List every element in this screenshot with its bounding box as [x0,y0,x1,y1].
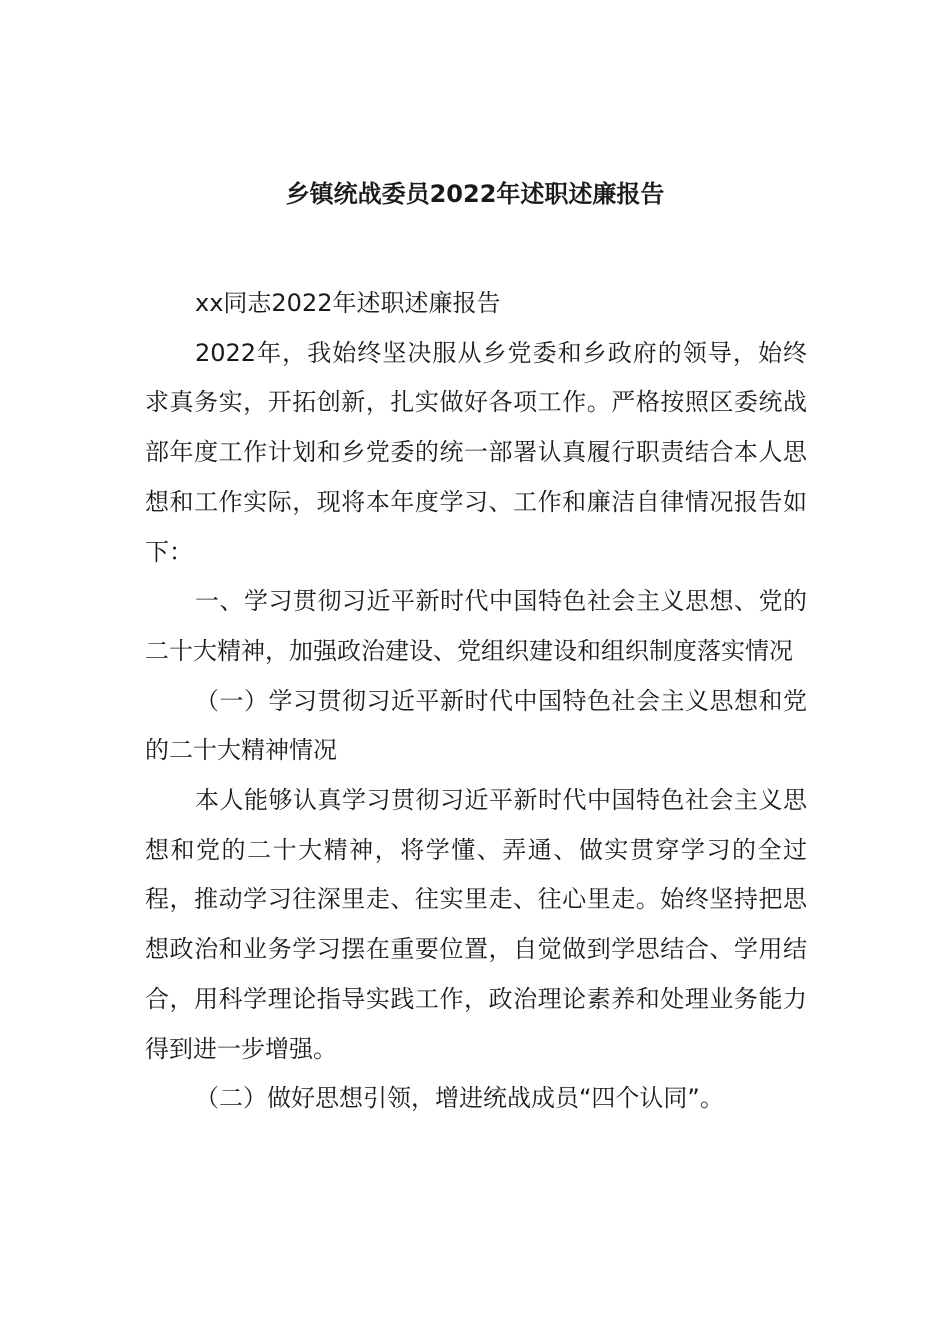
subsection-heading-1: （一）学习贯彻习近平新时代中国特色社会主义思想和党的二十大精神情况 [145,686,807,765]
document-title: 乡镇统战委员2022年述职述廉报告 [285,180,665,209]
body-paragraph: 本人能够认真学习贯彻习近平新时代中国特色社会主义思想和党的二十大精神，将学懂、弄通、做实贯穿学习的全过程，推动学习往深里走、往实里走、往心里走。始终坚持把思想政治和业务学习摆在重要位置，自觉做到学思结合、学用结合，用科学理论指导实践工作，政治理论素养和处理业务能力得到进一步增强。 [145,786,807,1063]
section-heading-1: 一、学习贯彻习近平新时代中国特色社会主义思想、党的二十大精神，加强政治建设、党组织建设和组织制度落实情况 [145,587,807,665]
document-body [145,279,807,1124]
intro-paragraph: 2022年，我始终坚决服从乡党委和乡政府的领导，始终求真务实，开拓创新，扎实做好各项工作。严格按照区委统战部年度工作计划和乡党委的统一部署认真履行职责结合本人思想和工作实际，现将本年度学习、工作和廉洁自律情况报告如下： [145,338,807,566]
subsection-heading-2: （二）做好思想引领，增进统战成员“四个认同”。 [195,1084,724,1113]
report-subtitle: xx同志2022年述职述廉报告 [195,289,501,317]
